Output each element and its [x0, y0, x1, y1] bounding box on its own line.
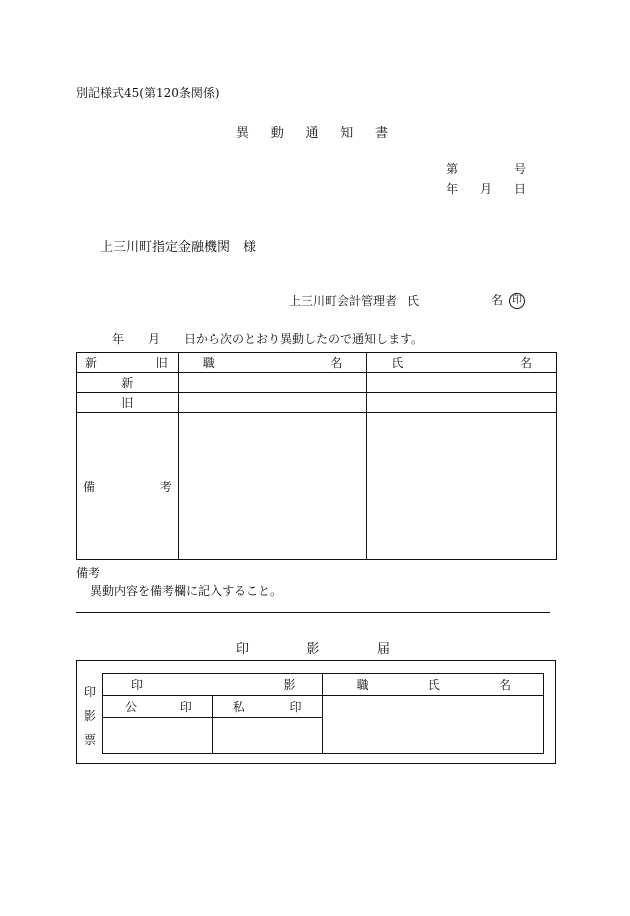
document-number: [446, 160, 526, 177]
sender-title: 上三川町会計管理者: [289, 294, 398, 308]
title-char: 異: [236, 126, 250, 141]
side-char: 影: [84, 709, 97, 723]
shimei-mei: 名: [498, 678, 511, 692]
remarks-shimei: [367, 413, 557, 560]
seal-title-char: 届: [376, 642, 390, 657]
note-label: 備考: [76, 566, 101, 580]
side-char: 票: [84, 733, 97, 747]
notice-month: 月: [148, 332, 161, 346]
header-kyu: 旧: [155, 356, 168, 371]
seal-mark-icon: 印: [509, 293, 525, 309]
shiin-body-cell: [212, 718, 322, 754]
remarks-shokumei: [178, 413, 367, 560]
table-row-new: [77, 373, 557, 393]
sender-mei: [491, 291, 525, 309]
header-shokumei-cell: [178, 353, 367, 373]
seal-title-char: 影: [306, 642, 320, 657]
notice-year: 年: [112, 332, 125, 346]
form-reference: 別記様式45(第120条関係): [76, 86, 220, 100]
table-row-remarks: [77, 413, 557, 560]
inei-header-cell: [103, 674, 323, 696]
header-uji: 氏: [391, 356, 404, 371]
date-month: 月: [479, 182, 492, 196]
header-shimei-cell: [367, 353, 557, 373]
koin-ko: 公: [125, 700, 138, 714]
note-text: 異動内容を備考欄に記入すること。: [90, 584, 283, 598]
number-suffix: 号: [513, 162, 526, 176]
koin-cell: [103, 696, 213, 718]
date-day: 日: [513, 182, 526, 196]
table-row-old: [77, 393, 557, 413]
header-shinkyu-cell: [77, 353, 179, 373]
transfer-table: [76, 352, 557, 560]
title-char: 動: [270, 126, 284, 141]
remarks-label-cell: [77, 413, 179, 560]
shiin-in: 印: [289, 700, 302, 714]
title-char: 知: [340, 126, 354, 141]
row-new-shokumei: [178, 373, 367, 393]
koin-body-cell: [103, 718, 213, 754]
notice-text: 日から次のとおり異動したので通知します。: [184, 332, 424, 346]
row-new-label: 新: [77, 373, 179, 393]
shiin-shi: 私: [232, 700, 245, 714]
inei-ei: 影: [283, 678, 296, 692]
seal-side-label: [84, 680, 96, 752]
document-title: [236, 122, 388, 141]
row-new-shimei: [367, 373, 557, 393]
shimei-body-cell: [322, 696, 543, 754]
header-shoku: 職: [202, 356, 215, 371]
title-char: 通: [305, 126, 319, 141]
shiin-cell: [212, 696, 322, 718]
sender-mei-label: 名: [491, 293, 504, 307]
header-mei2: 名: [519, 356, 532, 371]
table-header-row: [77, 353, 557, 373]
seal-table: [102, 673, 544, 754]
row-old-label: 旧: [77, 393, 179, 413]
seal-table-header: [103, 674, 544, 696]
title-char: 書: [374, 126, 388, 141]
row-old-shimei: [367, 393, 557, 413]
date-year: 年: [446, 182, 459, 196]
header-mei: 名: [330, 356, 343, 371]
side-char: 印: [84, 685, 97, 699]
remarks-bi: 備: [83, 479, 96, 494]
koin-in: 印: [179, 700, 192, 714]
shimei-header-cell: [322, 674, 543, 696]
header-shin: 新: [85, 356, 98, 371]
sender-uji: 氏: [407, 294, 420, 308]
shimei-shoku: 職: [356, 678, 369, 692]
number-prefix: 第: [446, 162, 459, 176]
shimei-uji: 氏: [427, 678, 440, 692]
row-old-shokumei: [178, 393, 367, 413]
seal-table-subheader: [103, 696, 544, 718]
inei-in: 印: [131, 678, 144, 692]
date-line: [446, 180, 526, 197]
seal-title-char: 印: [236, 642, 250, 657]
section-divider: [76, 612, 550, 613]
addressee: 上三川町指定金融機関 様: [100, 240, 257, 255]
seal-section-title: [236, 638, 390, 657]
remarks-ko: 考: [159, 479, 172, 494]
